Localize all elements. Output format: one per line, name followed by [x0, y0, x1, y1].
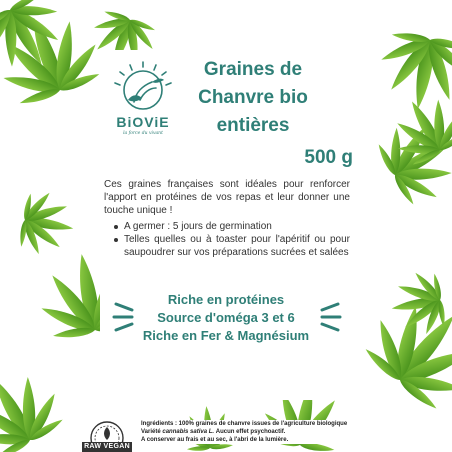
benefit-protein: Riche en protéines	[167, 292, 285, 307]
burst-left-icon	[110, 298, 140, 338]
list-item: Telles quelles ou à toaster pour l'apéritif ou pour saupoudrer sur vos préparations sucrées et salées	[113, 233, 350, 259]
variety-line: Variété cannabis sativa L. Aucun effet psychoactif.	[141, 429, 286, 435]
benefit-omega: Source d'oméga 3 et 6	[157, 310, 295, 325]
ingredients-line: Ingrédients : 100% graines de chanvre issues de l'agriculture biologique	[141, 421, 348, 427]
list-item: A germer : 5 jours de germination	[113, 220, 350, 233]
brand-name: BiOViE	[116, 114, 170, 130]
burst-right-icon	[314, 298, 344, 338]
stamp-label: RAW VEGAN	[84, 443, 130, 450]
title-line-3: entières	[216, 115, 290, 136]
title-line-1: Graines de	[203, 59, 303, 80]
title-line-2: Chanvre bio	[198, 87, 308, 108]
product-weight: 500 g	[304, 147, 353, 168]
product-description: Ces graines françaises sont idéales pour renforcer l'apport en protéines de vos repas et leur donner une touche unique !	[104, 179, 350, 216]
benefits-list	[138, 291, 314, 345]
brand-tagline: la force du vivant	[123, 131, 163, 136]
usage-list	[113, 220, 350, 259]
ingredients-block	[141, 420, 449, 444]
sun-leaf-logo-icon	[106, 58, 180, 150]
benefit-iron-magnesium: Riche en Fer & Magnésium	[142, 328, 310, 343]
product-title	[183, 56, 323, 140]
storage-line: A conserver au frais et au sec, à l'abri de la lumière.	[141, 437, 289, 443]
